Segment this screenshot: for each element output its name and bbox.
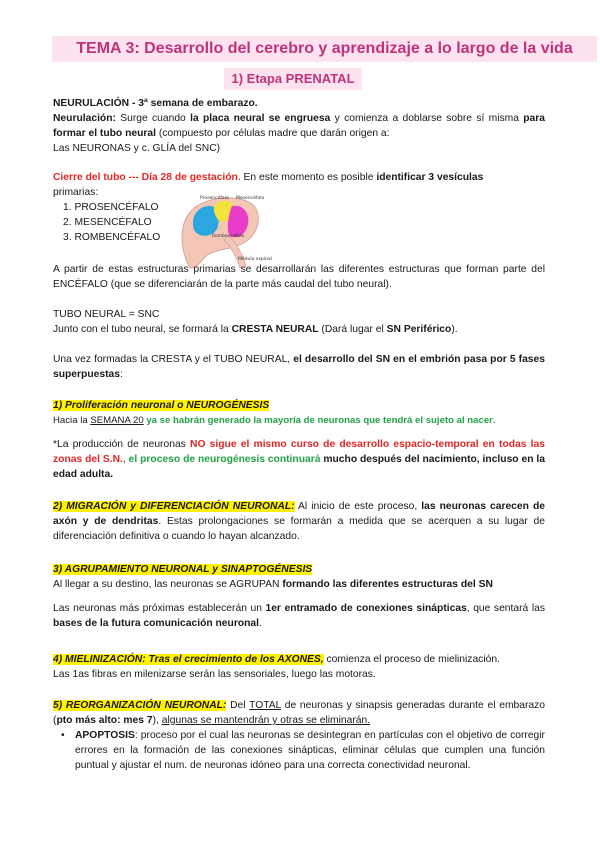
list-item: 1. PROSENCÉFALO [63,202,159,213]
bold-span: la placa neural se engruesa [190,113,331,124]
vesiculas-list [53,200,545,245]
text-span: Una vez formadas la CRESTA y el TUBO NEURAL, [53,354,294,365]
fase-4-line [53,652,545,667]
cresta-line [53,322,545,337]
fase-3-line [53,577,545,592]
text-span: . [259,618,262,629]
fase-2-block [53,499,545,544]
list-item [53,728,545,773]
text-span: ). [451,324,458,335]
fase-1-heading: 1) Proliferación neuronal o NEUROGÉNESIS [53,400,270,411]
green-span: el proceso de neurogénesis continuará [128,454,321,465]
fase-5-paragraph [53,698,545,728]
text-span: Al inicio de este proceso, [294,501,422,512]
apoptosis-list [53,728,545,773]
bold-span: para formar el tubo neural [53,113,546,139]
bold-span: el desarrollo del SN en el embrión pasa por 5 fases superpuestas [53,354,545,380]
bold-span: las neuronas carecen de axón y de dendritas [53,501,545,527]
text-span: y comienza a doblarse sobre sí misma [330,113,524,124]
label-rombencefalo: Rombencéfalo [212,234,245,239]
cierre-primarias: primarias: [53,187,99,198]
text-span: , [122,454,129,465]
fase-1-note [53,437,545,482]
section-title: 1) Etapa PRENATAL [231,71,355,86]
page-title: TEMA 3: Desarrollo del cerebro y aprendizaje a lo largo de la vida [76,40,573,57]
text-span: : proceso por el cual las neuronas se desintegran en partículas con el objetivo de corregir errores en la formación de las conexiones sinápticas, eliminar células que cumplen una función puntual y ajustar el num. de neuronas idóneo para una correcta conectividad neuronal. [75,730,545,771]
fase-5-heading: 5) REORGANIZACIÓN NEURONAL: [53,700,227,711]
fase-3-block [53,562,545,631]
fase-2-heading: 2) MIGRACIÓN y DIFERENCIACIÓN NEURONAL: [53,501,295,512]
red-span: Cierre del tubo --- Día 28 de gestación [53,172,238,183]
bold-span: identificar 3 vesículas [376,172,484,183]
neurulacion-heading: NEURULACIÓN - 3ª semana de embarazo. [53,98,258,109]
brain-vesicles-figure [176,190,272,272]
cierre-line [53,170,545,185]
green-span: ya se habrán generado la mayoría de neuronas que tendrá el sujeto al nacer [143,415,493,426]
text-span: Hacia la [53,415,91,426]
red-span: NO sigue el mismo curso de desarrollo espacio-temporal en todas las zonas del S.N. [53,439,545,465]
neurulacion-paragraph [53,111,545,141]
estructuras-paragraph: A partir de estas estructuras primarias se desarrollarán las diferentes estructuras que forman parte del ENCÉFALO (que se diferenciarán de la parte más caudal del tubo neural). [53,264,545,290]
cierre-block [53,170,545,245]
bold-span: CRESTA NEURAL [231,324,319,335]
bold-span: mucho después del nacimiento, incluso en la edad adulta. [53,454,545,480]
text-span: comienza el proceso de mielinización. [323,654,500,665]
bold-span: SN Periférico [386,324,452,335]
text-span: Junto con el tubo neural, se formará la [53,324,232,335]
text-span: Surge cuando [115,113,191,124]
underline-span: algunas se mantendrán y otras se eliminarán. [161,715,371,726]
tubo-line: TUBO NEURAL = SNC [53,309,160,320]
list-item: 3. ROMBENCÉFALO [63,232,161,243]
text-span: *La producción de neuronas [53,439,191,450]
text-span: . En este momento es posible [237,172,377,183]
label-prosencefalo: Prosencéfalo [200,196,229,201]
fase-4-heading: 4) MIELINIZACIÓN: Tras el crecimiento de los AXONES, [53,654,324,665]
text-span: . Estas prolongaciones se formarán a medida que se acerquen a su lugar de diferenciación definitiva o cuando lo hayan alcanzado. [53,516,545,542]
text-span: Del [226,700,250,711]
bold-span: pto más alto: mes 7 [56,715,153,726]
text-span: (compuesto por células madre que darán origen a: [155,128,390,139]
subtitle-banner [224,68,362,90]
fase-5-block [53,698,545,773]
fases-paragraph [53,352,545,382]
fase-1-line [53,413,545,428]
fase-3-heading: 3) AGRUPAMIENTO NEURONAL y SINAPTOGÉNESIS [53,564,313,575]
fase-1-block [53,398,545,482]
label-mesencefalo: Mesencéfalo [236,196,265,201]
text-span: ), [152,715,162,726]
neurulacion-block [53,96,545,156]
text-span: (Dará lugar el [318,324,387,335]
text-span: Las neuronas más próximas establecerán un [53,603,266,614]
bold-span: APOPTOSIS [75,730,135,741]
list-item: 2. MESENCÉFALO [63,217,152,228]
bold-span: 1er entramado de conexiones sinápticas [265,603,467,614]
fase-4-block [53,652,545,682]
text-span: , que sentará las [466,603,545,614]
text-span: de neuronas y sinapsis generadas durante el embarazo ( [53,700,545,726]
neurulacion-lead: Neurulación: [53,113,116,124]
bold-span: formando las diferentes estructuras del SN [282,579,493,590]
tubo-block [53,307,545,337]
underline-span: TOTAL [249,700,281,711]
text-span: Al llegar a su destino, las neuronas se AGRUPAN [53,579,283,590]
bold-span: bases de la futura comunicación neuronal [53,618,259,629]
text-span: : [119,369,123,380]
fase-3-paragraph [53,601,545,631]
text-span: . [492,415,496,426]
label-medula: Médula espinal [238,257,272,262]
title-banner [52,36,597,62]
neurulacion-line: Las NEURONAS y c. GLÍA del SNC) [53,143,221,154]
underline-span: SEMANA 20 [90,415,144,426]
fase-4-line-2: Las 1as fibras en milenizarse serán las sensoriales, luego las motoras. [53,669,376,680]
